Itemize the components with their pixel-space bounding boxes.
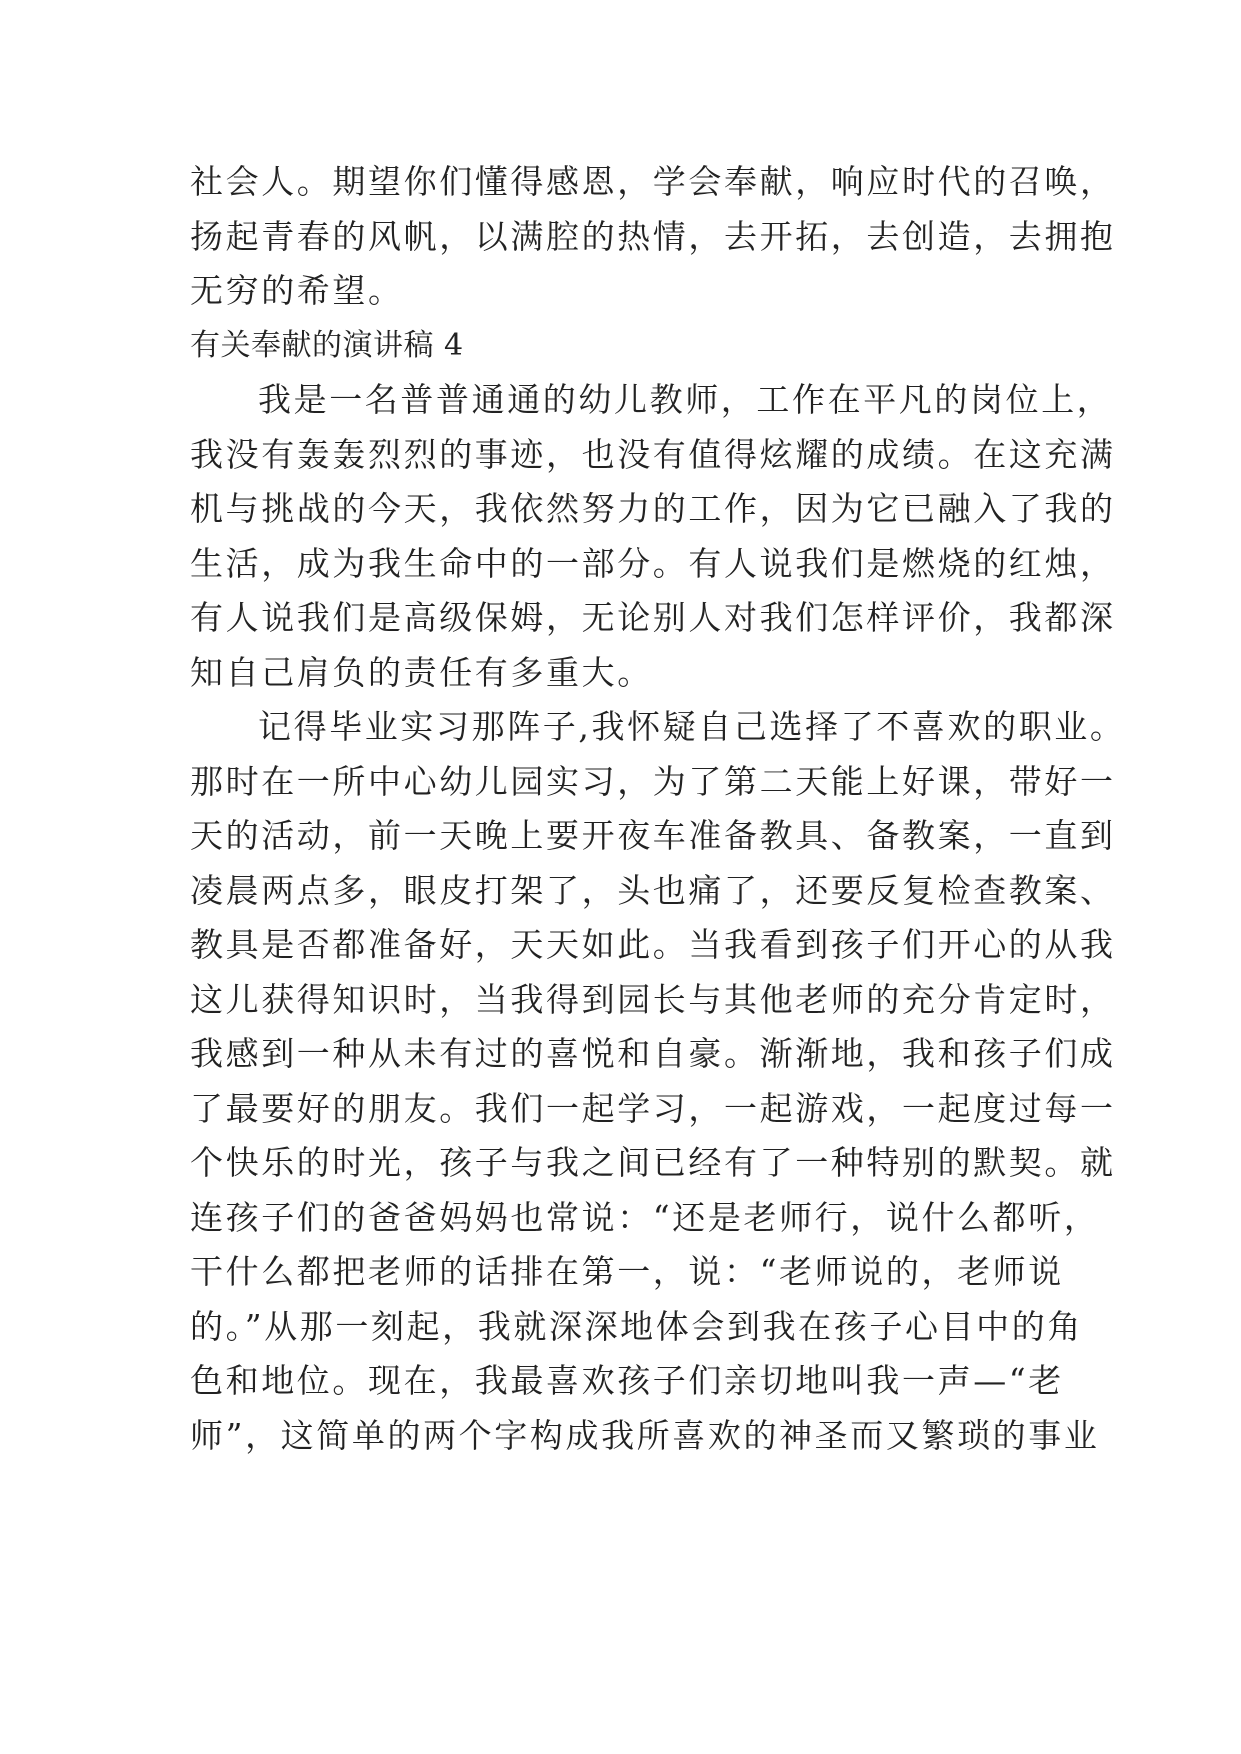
text-line: 天的活动，前一天晚上要开夜车准备教具、备教案，一直到 — [190, 816, 1116, 855]
text-line: 连孩子们的爸爸妈妈也常说：“还是老师行，说什么都听， — [190, 1197, 1100, 1237]
paragraph-first-line: 记得毕业实习那阵子,我怀疑自己选择了不喜欢的职业。 — [258, 707, 1126, 746]
text-line: 机与挑战的今天，我依然努力的工作，因为它已融入了我的 — [190, 489, 1116, 528]
paragraph-first-line: 我是一名普普通通的幼儿教师，工作在平凡的岗位上， — [258, 380, 1113, 419]
section-heading: 有关奉献的演讲稿 4 — [190, 327, 464, 363]
text-line: 那时在一所中心幼儿园实习，为了第二天能上好课，带好一 — [190, 761, 1116, 801]
text-line: 色和地位。现在，我最喜欢孩子们亲切地叫我一声—“老 — [190, 1361, 1064, 1400]
text-line: 我没有轰轰烈烈的事迹，也没有值得炫耀的成绩。在这充满 — [190, 434, 1116, 474]
text-line: 无穷的希望。 — [190, 271, 404, 310]
text-line: 社会人。期望你们懂得感恩，学会奉献，响应时代的召唤， — [190, 162, 1116, 201]
text-line: 生活，成为我生命中的一部分。有人说我们是燃烧的红烛， — [190, 543, 1116, 583]
text-line: 的。”从那一刻起，我就深深地体会到我在孩子心目中的角 — [190, 1306, 1083, 1346]
text-line: 知自己肩负的责任有多重大。 — [190, 652, 653, 692]
text-line: 这儿获得知识时，当我得到园长与其他老师的充分肯定时， — [190, 979, 1116, 1019]
text-line: 我感到一种从未有过的喜悦和自豪。渐渐地，我和孩子们成 — [190, 1034, 1116, 1073]
text-line: 干什么都把老师的话排在第一，说：“老师说的，老师说 — [190, 1252, 1064, 1291]
text-line: 扬起青春的风帆，以满腔的热情，去开拓，去创造，去拥抱 — [190, 216, 1116, 256]
text-line: 师”，这简单的两个字构成我所喜欢的神圣而又繁琐的事业 — [190, 1415, 1100, 1455]
text-line: 教具是否都准备好，天天如此。当我看到孩子们开心的从我 — [190, 925, 1116, 964]
document-page — [190, 155, 1126, 1463]
text-line: 凌晨两点多，眼皮打架了，头也痛了，还要反复检查教案、 — [190, 870, 1116, 910]
text-line: 个快乐的时光，孩子与我之间已经有了一种特别的默契。就 — [190, 1143, 1116, 1182]
text-line: 有人说我们是高级保姆，无论别人对我们怎样评价，我都深 — [190, 598, 1116, 637]
text-line: 了最要好的朋友。我们一起学习，一起游戏，一起度过每一 — [190, 1088, 1116, 1128]
